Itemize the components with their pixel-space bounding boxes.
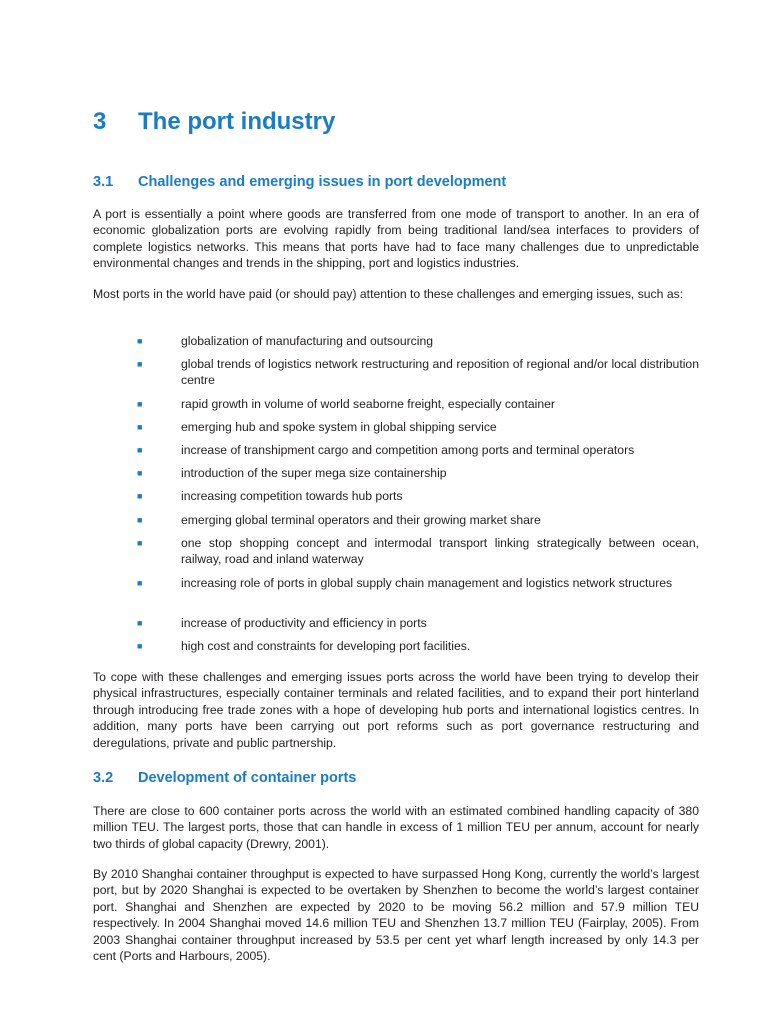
bullet-square-icon: ■ xyxy=(137,445,143,455)
bullet-square-icon: ■ xyxy=(137,491,143,501)
chapter-title-text: The port industry xyxy=(138,108,336,135)
section-number: 3.2 xyxy=(93,770,114,786)
list-item-text: one stop shopping concept and intermodal transport linking strategically between ocean, railway, road and inland waterway xyxy=(181,536,699,567)
paragraph-container-ports: There are close to 600 container ports across the world with an estimated combined handling capacity of 380 million TEU. The largest ports, those that can handle in excess of 1 million TEU per annum, account for nearly two thirds of global capacity (Drewry, 2001). xyxy=(93,804,699,851)
chapter-title xyxy=(93,108,335,136)
list-item-text: rapid growth in volume of world seaborne freight, especially container xyxy=(181,397,555,411)
list-item-text: increase of transhipment cargo and competition among ports and terminal operators xyxy=(181,443,635,457)
paragraph-coping: To cope with these challenges and emerging issues ports across the world have been trying to develop their physical infrastructures, especially container terminals and related facilities, and to expand their port hinterland through introducing free trade zones with a hope of developing hub ports and international logistics centres. In addition, many ports have been carrying out port reforms such as port governance restructuring and deregulations, private and public partnership. xyxy=(93,670,699,750)
bullet-square-icon: ■ xyxy=(137,468,143,478)
list-item-text: increase of productivity and efficiency in ports xyxy=(181,616,427,630)
paragraph-shanghai-shenzhen: By 2010 Shanghai container throughput is expected to have surpassed Hong Kong, currently the world’s largest port, but by 2020 Shanghai is expected to be overtaken by Shenzhen to become the world’s largest container port. Shanghai and Shenzhen are expected by 2020 to be moving 56.2 million and 57.9 million TEU respectively. In 2004 Shanghai moved 14.6 million TEU and Shenzhen 13.7 million TEU (Fairplay, 2005). From 2003 Shanghai container throughput increased by 53.5 per cent yet wharf length increased by only 14.3 per cent (Ports and Harbours, 2005). xyxy=(93,867,699,964)
list-item-text: increasing role of ports in global supply chain management and logistics network structures xyxy=(181,576,673,590)
chapter-number: 3 xyxy=(93,108,107,135)
bullet-square-icon: ■ xyxy=(137,641,143,651)
bullet-square-icon: ■ xyxy=(137,515,143,525)
bullet-square-icon: ■ xyxy=(137,422,143,432)
bullet-square-icon: ■ xyxy=(137,336,143,346)
section-title: Development of container ports xyxy=(138,770,357,786)
list-item-text: emerging global terminal operators and their growing market share xyxy=(181,513,541,527)
bullet-square-icon: ■ xyxy=(137,359,143,369)
section-heading-3-1 xyxy=(93,174,506,190)
section-title: Challenges and emerging issues in port development xyxy=(138,174,507,190)
section-number: 3.1 xyxy=(93,174,114,190)
list-item-text: globalization of manufacturing and outsourcing xyxy=(181,334,434,348)
list-item-text: global trends of logistics network restructuring and reposition of regional and/or local distribution centre xyxy=(181,357,699,388)
paragraph-intro: A port is essentially a point where goods are transferred from one mode of transport to another. In an era of economic globalization ports are evolving rapidly from being traditional land/sea interfaces to providers of complete logistics networks. This means that ports have had to face many challenges due to unpredictable environmental changes and trends in the shipping, port and logistics industries. xyxy=(93,207,699,271)
bullet-square-icon: ■ xyxy=(137,538,143,548)
list-item-text: emerging hub and spoke system in global shipping service xyxy=(181,420,497,434)
bullet-square-icon: ■ xyxy=(137,578,143,588)
bullet-square-icon: ■ xyxy=(137,618,143,628)
list-item-text: high cost and constraints for developing port facilities. xyxy=(181,639,471,653)
list-item-text: increasing competition towards hub ports xyxy=(181,489,403,503)
list-item-text: introduction of the super mega size containership xyxy=(181,466,447,480)
section-heading-3-2 xyxy=(93,770,356,786)
paragraph-challenges-lead: Most ports in the world have paid (or should pay) attention to these challenges and emerging issues, such as: xyxy=(93,287,684,301)
bullet-square-icon: ■ xyxy=(137,399,143,409)
